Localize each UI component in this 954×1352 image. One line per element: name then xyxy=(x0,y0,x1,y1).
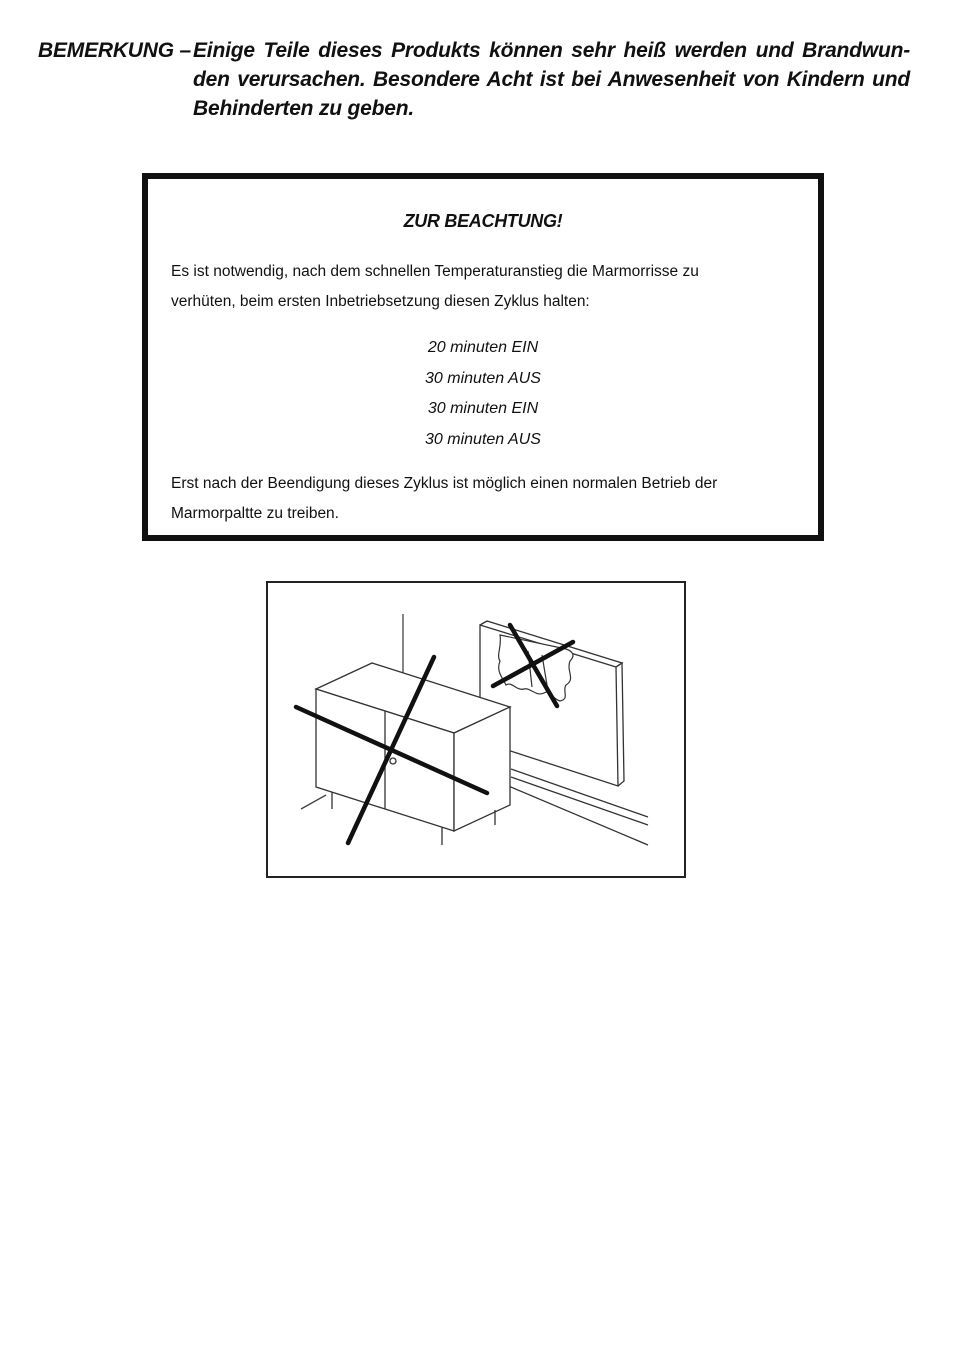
cycle-step-3: 30 minuten EIN xyxy=(427,400,539,417)
cycle-step-4: 30 minuten AUS xyxy=(425,430,541,448)
prohibited-placement-illustration xyxy=(266,581,686,878)
notice-outro-line-1: Erst nach der Beendigung dieses Zyklus ist möglich einen normalen Betrieb der xyxy=(171,475,718,492)
notice-intro xyxy=(171,257,791,317)
notice-title: ZUR BEACHTUNG! xyxy=(403,211,563,231)
notice-outro-line-2: Marmorpaltte zu treiben. xyxy=(171,505,339,522)
remark-label: BEMERKUNG – xyxy=(38,39,191,62)
cycle-step-1: 20 minuten EIN xyxy=(427,339,539,356)
remark-line-1: Einige Teile dieses Produkts können sehr heiß werden und Brandwun- xyxy=(193,39,910,62)
notice-outro xyxy=(171,469,791,529)
cycle-step-2: 30 minuten AUS xyxy=(425,369,541,387)
remark-line-3: Behinderten zu geben. xyxy=(193,97,414,120)
remark-warning xyxy=(38,36,910,123)
notice-intro-line-2: verhüten, beim ersten Inbetriebsetzung diesen Zyklus halten: xyxy=(171,293,590,310)
notice-intro-line-1: Es ist notwendig, nach dem schnellen Temperaturanstieg die Marmorrisse zu xyxy=(171,263,699,280)
remark-line-2: den verursachen. Besondere Acht ist bei Anwesenheit von Kindern und xyxy=(193,68,910,91)
cycle-list xyxy=(148,333,818,455)
notice-box xyxy=(142,173,824,541)
